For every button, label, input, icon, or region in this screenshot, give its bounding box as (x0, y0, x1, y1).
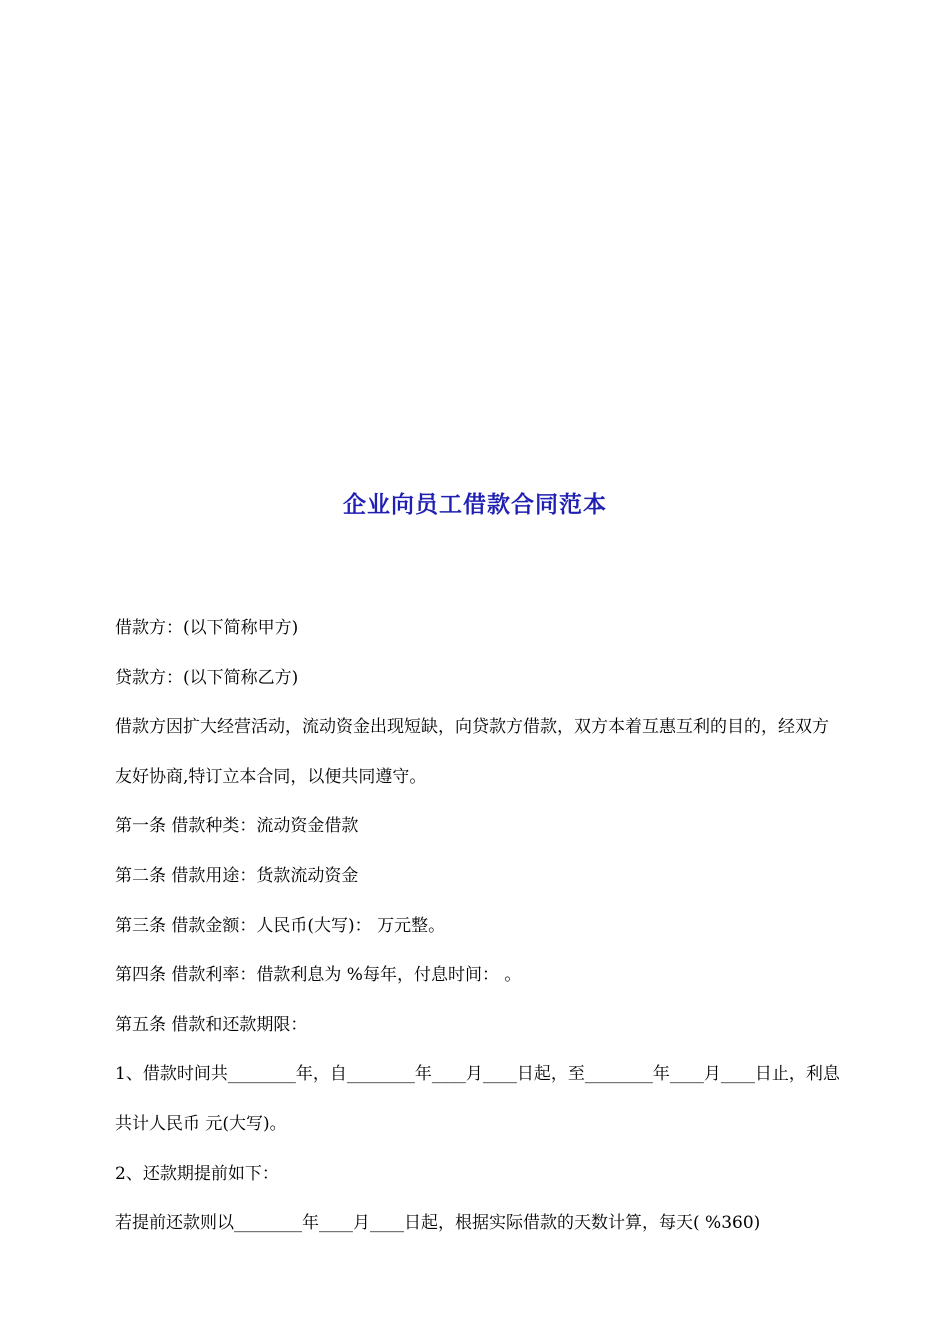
document-title: 企业向员工借款合同范本 (343, 491, 607, 518)
borrower-line: 借款方：(以下简称甲方) (115, 618, 299, 638)
article-5: 第五条 借款和还款期限： (115, 1014, 308, 1035)
preamble-paragraph: 借款方因扩大经营活动，流动资金出现短缺，向贷款方借款，双方本着互惠互利的目的，经双方友好协商,特订立本合同，以便共同遵守。 (115, 717, 829, 787)
clause-1: 1、借款时间共________年，自________年____月____日起，至________年____月____日止，利息共计人民币 元(大写)。 (115, 1064, 840, 1134)
early-repayment-line: 若提前还款则以________年____月____日起，根据实际借款的天数计算，每天( %360) (115, 1213, 761, 1234)
article-4: 第四条 借款利率：借款利息为 %每年，付息时间： 。 (115, 965, 522, 986)
article-1: 第一条 借款种类：流动资金借款 (115, 816, 359, 837)
article-3: 第三条 借款金额：人民币(大写)： 万元整。 (115, 915, 446, 936)
article-2: 第二条 借款用途：货款流动资金 (115, 865, 359, 886)
lender-line: 贷款方：(以下简称乙方) (115, 667, 299, 688)
document-body (115, 604, 840, 1249)
clause-2: 2、还款期提前如下： (115, 1163, 279, 1184)
